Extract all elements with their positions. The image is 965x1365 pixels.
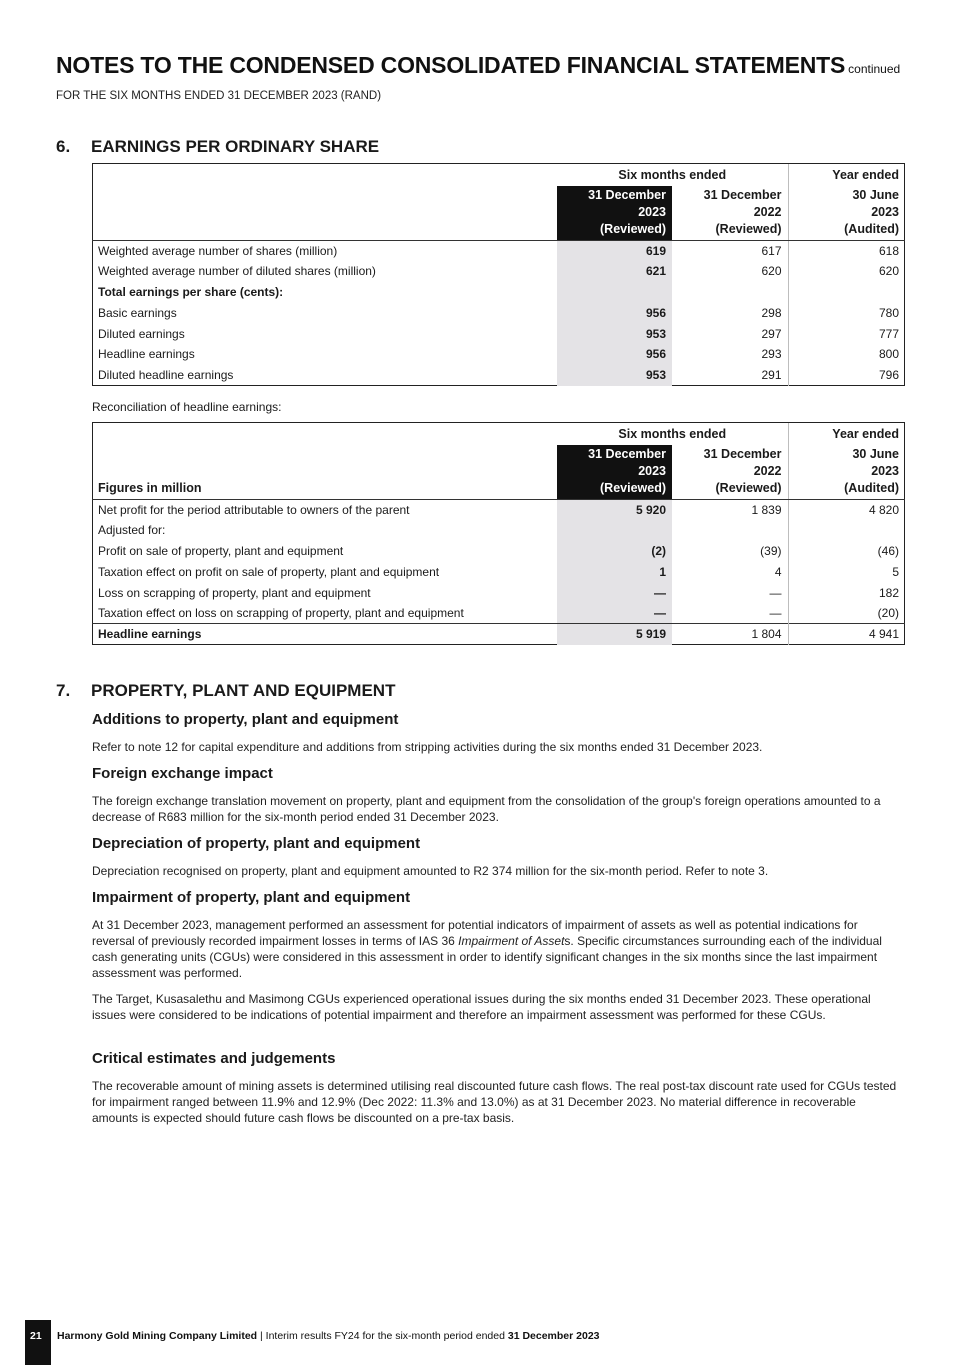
table-row: Basic earnings 956 298 780 bbox=[92, 302, 905, 323]
table-row: Diluted headline earnings 953 291 796 bbox=[92, 365, 905, 386]
impairment-heading: Impairment of property, plant and equipment bbox=[92, 889, 411, 906]
eps-table-column-header bbox=[92, 186, 905, 240]
critical-estimates-heading: Critical estimates and judgements bbox=[92, 1050, 336, 1067]
section-6-heading bbox=[56, 137, 379, 157]
eps-table bbox=[92, 164, 905, 386]
eps-group-six-months: Six months ended bbox=[557, 164, 788, 186]
page-subtitle: FOR THE SIX MONTHS ENDED 31 DECEMBER 2023 (RAND) bbox=[56, 90, 382, 102]
fx-text: The foreign exchange translation movement on property, plant and equipment from the consolidation of the group's foreign operations amounted to a decrease of R683 million for the six-month period ended 31 December 2023. bbox=[92, 794, 881, 824]
recon-group-year-ended: Year ended bbox=[832, 427, 899, 441]
eps-group-year-ended: Year ended bbox=[832, 168, 899, 182]
footer-company: Harmony Gold Mining Company Limited bbox=[57, 1330, 258, 1342]
table-total-row: Headline earnings 5 919 1 804 4 941 bbox=[92, 624, 905, 645]
recon-table-group-header bbox=[92, 423, 905, 445]
recon-col-current: 31 December 2023 (Reviewed) bbox=[557, 445, 672, 499]
page-title-text: NOTES TO THE CONDENSED CONSOLIDATED FINANCIAL STATEMENTS bbox=[56, 52, 846, 78]
table-row: Net profit for the period attributable to owners of the parent 5 920 1 839 4 820 bbox=[92, 499, 905, 520]
recon-table bbox=[92, 423, 905, 645]
section-6-number: 6. bbox=[56, 137, 71, 156]
table-row: Loss on scrapping of property, plant and equipment — — 182 bbox=[92, 582, 905, 603]
eps-col-current: 31 December 2023 (Reviewed) bbox=[557, 186, 672, 240]
table-row: Weighted average number of shares (million) 619 617 618 bbox=[92, 240, 905, 261]
impairment-text-1: At 31 December 2023, management performed an assessment for potential indicators of impairment of assets as well as potential indications for reversal of previously recorded impairment losses in terms of IAS 36 Impairment of Assets. Specific circumstances surrounding each of the individual cash generating units (CGUs) were considered in this assessment in order to identify significant changes in the six months since the last impairment assessment was performed. bbox=[92, 918, 882, 980]
table-row: Diluted earnings 953 297 777 bbox=[92, 323, 905, 344]
section-7-heading bbox=[56, 681, 395, 701]
additions-heading: Additions to property, plant and equipment bbox=[92, 711, 399, 728]
section-7-number: 7. bbox=[56, 681, 71, 700]
ias36-title: Impairment of Asset bbox=[458, 934, 565, 948]
table-row: Total earnings per share (cents): bbox=[92, 282, 905, 303]
recon-group-six-months: Six months ended bbox=[557, 423, 788, 445]
reconciliation-label: Reconciliation of headline earnings: bbox=[92, 400, 282, 414]
table-row: Weighted average number of diluted shares (million) 621 620 620 bbox=[92, 261, 905, 282]
eps-col-year: 30 June 2023 (Audited) bbox=[788, 186, 905, 240]
impairment-text-2: The Target, Kusasalethu and Masimong CGUs experienced operational issues during the six months ended 31 December 2023. These operational issues were considered to be indications of potential impairment and therefore an impairment assessment was performed for these CGUs. bbox=[92, 992, 871, 1022]
page-title-continued: continued bbox=[848, 62, 901, 76]
footer-page-tab bbox=[25, 1320, 51, 1365]
eps-col-prior: 31 December 2022 (Reviewed) bbox=[672, 186, 788, 240]
critical-estimates-text: The recoverable amount of mining assets is determined utilising real discounted future cash flows. The real post-tax discount rate used for CGUs tested for impairment ranged between 11.9% and 12.9% (Dec 2022: 11.3% and 13.0%) as at 31 December 2023. No material difference in recoverable amounts is expected should future cash flows be discounted on a pre-tax basis. bbox=[92, 1079, 897, 1125]
eps-table-group-header bbox=[92, 164, 905, 186]
recon-col-prior: 31 December 2022 (Reviewed) bbox=[672, 445, 788, 499]
table-row: Profit on sale of property, plant and equipment (2) (39) (46) bbox=[92, 541, 905, 562]
page-title bbox=[56, 52, 900, 79]
recon-table-column-header bbox=[92, 445, 905, 499]
table-row: Taxation effect on profit on sale of property, plant and equipment 1 4 5 bbox=[92, 561, 905, 582]
fx-heading: Foreign exchange impact bbox=[92, 765, 273, 782]
section-6-title: EARNINGS PER ORDINARY SHARE bbox=[91, 137, 380, 156]
additions-text: Refer to note 12 for capital expenditure and additions from stripping activities during the six months ended 31 December 2023. bbox=[92, 740, 763, 754]
footer-text: Harmony Gold Mining Company Limited | Interim results FY24 for the six-month period ended 31 December 2023 bbox=[57, 1330, 600, 1342]
table-row: Headline earnings 956 293 800 bbox=[92, 344, 905, 365]
table-row: Adjusted for: bbox=[92, 520, 905, 541]
recon-col-year: 30 June 2023 (Audited) bbox=[788, 445, 905, 499]
depreciation-text: Depreciation recognised on property, plant and equipment amounted to R2 374 million for the six-month period. Refer to note 3. bbox=[92, 864, 769, 878]
section-7-title: PROPERTY, PLANT AND EQUIPMENT bbox=[91, 681, 396, 700]
depreciation-heading: Depreciation of property, plant and equipment bbox=[92, 835, 421, 852]
table-row: Taxation effect on loss on scrapping of property, plant and equipment — — (20) bbox=[92, 603, 905, 624]
figures-in-million-label: Figures in million bbox=[92, 445, 557, 499]
page-number: 21 bbox=[30, 1330, 42, 1342]
